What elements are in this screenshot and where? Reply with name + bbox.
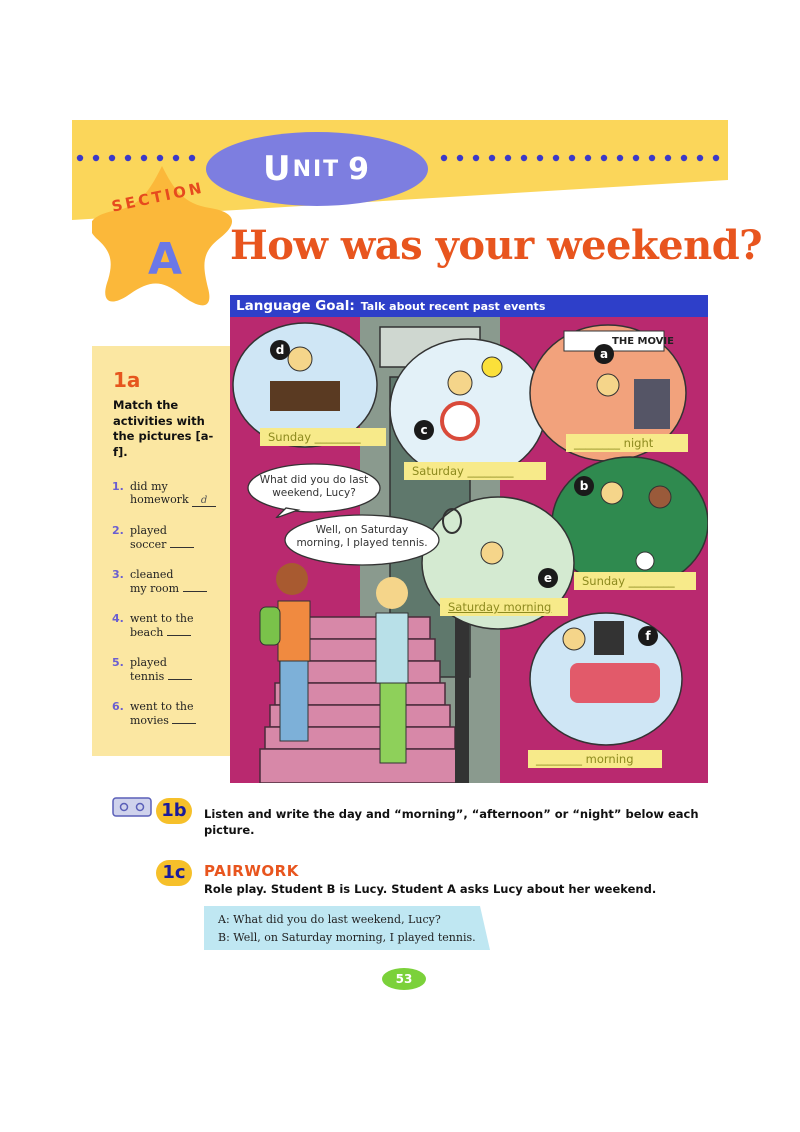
picture-label-d: d	[270, 340, 290, 360]
dialog-line-b: B: Well, on Saturday morning, I played tennis.	[218, 931, 476, 944]
unit-word: NIT	[292, 156, 341, 182]
section-letter: A	[148, 234, 183, 285]
language-goal-text: Talk about recent past events	[360, 300, 546, 313]
pairwork-title: PAIRWORK	[204, 862, 299, 880]
picture-label-e: e	[538, 568, 558, 588]
picture-label-a: a	[594, 344, 614, 364]
list-item	[112, 656, 230, 683]
caption-a: ________ night	[566, 434, 688, 452]
page-number: 53	[382, 968, 426, 990]
item-text-line2: movies	[130, 714, 169, 727]
answer-blank[interactable]	[170, 537, 194, 548]
picture-label-f: f	[638, 626, 658, 646]
exercise-1c-instruction: Role play. Student B is Lucy. Student A asks Lucy about her weekend.	[204, 882, 657, 896]
movie-sign: THE MOVIE	[612, 336, 674, 347]
exercise-1a-instruction: Match the activities with the pictures [a-f].	[113, 398, 214, 459]
unit-letter: U	[262, 149, 293, 189]
item-number: 3.	[112, 568, 124, 581]
item-number: 6.	[112, 700, 124, 713]
item-text-line2: tennis	[130, 670, 165, 683]
exercise-1a-tag: 1a	[113, 368, 141, 392]
list-item	[112, 480, 230, 507]
speech-bubble-girl: Well, on Saturday morning, I played tennis.	[296, 524, 428, 549]
answer-blank[interactable]	[183, 581, 207, 592]
caption-f: ________ morning	[528, 750, 662, 768]
item-number: 2.	[112, 524, 124, 537]
item-text-line1: did my	[130, 480, 168, 493]
item-text-line1: played	[130, 524, 167, 537]
language-goal-bar	[230, 295, 708, 317]
list-item	[112, 612, 230, 639]
item-text-line2: soccer	[130, 538, 167, 551]
cassette-tape-icon[interactable]	[112, 797, 152, 817]
list-item	[112, 568, 230, 595]
answer-blank[interactable]	[167, 625, 191, 636]
section-label: SECTION	[110, 178, 206, 216]
exercise-1b-instruction: Listen and write the day and “morning”, “afternoon” or “night” below each picture.	[204, 807, 699, 837]
list-item	[112, 524, 230, 551]
item-number: 1.	[112, 480, 124, 493]
item-text-line1: went to the	[130, 700, 194, 713]
caption-c: Saturday ________	[404, 462, 546, 480]
page-title: How was your weekend?	[230, 222, 763, 269]
unit-number: 9	[348, 151, 372, 187]
language-goal-label: Language Goal:	[236, 298, 355, 314]
caption-b: Sunday ________	[574, 572, 696, 590]
item-text-line2: beach	[130, 626, 164, 639]
speech-bubble-boy: What did you do last weekend, Lucy?	[259, 474, 369, 499]
answer-blank[interactable]	[168, 669, 192, 680]
item-text-line1: played	[130, 656, 167, 669]
exercise-1c-tag: 1c	[156, 860, 192, 886]
picture-label-c: c	[414, 420, 434, 440]
picture-label-b: b	[574, 476, 594, 496]
item-text-line1: went to the	[130, 612, 194, 625]
caption-d: Sunday ________	[260, 428, 386, 446]
exercise-1b-tag: 1b	[156, 798, 192, 824]
item-number: 4.	[112, 612, 124, 625]
dialog-line-a: A: What did you do last weekend, Lucy?	[218, 913, 441, 926]
item-text-line1: cleaned	[130, 568, 174, 581]
item-number: 5.	[112, 656, 124, 669]
caption-e: Saturday morning	[440, 598, 568, 616]
list-item	[112, 700, 230, 727]
item-text-line2: homework	[130, 493, 189, 506]
answer-blank[interactable]: d	[192, 496, 216, 507]
item-text-line2: my room	[130, 582, 180, 595]
answer-blank[interactable]	[172, 713, 196, 724]
